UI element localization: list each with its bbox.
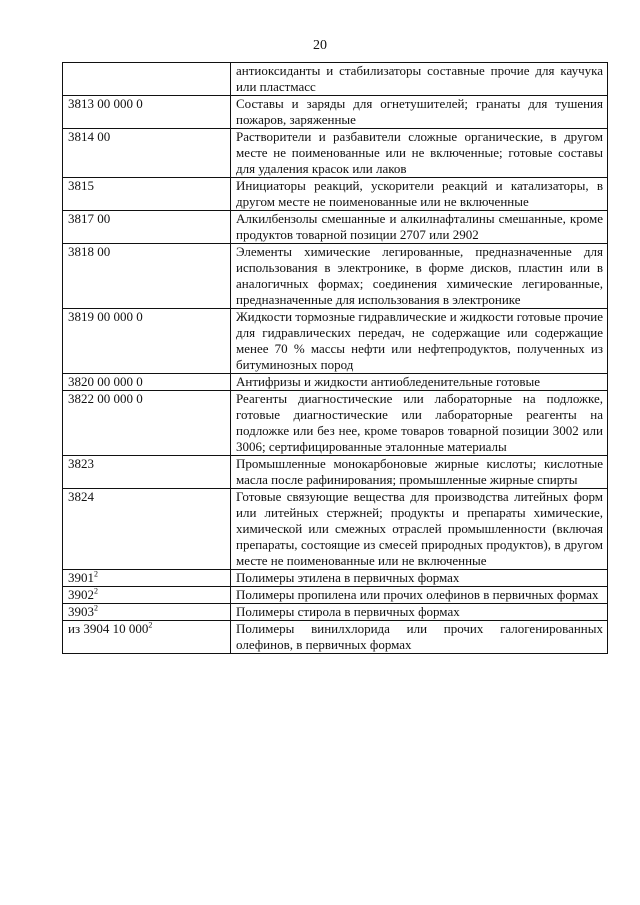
code-cell — [63, 96, 231, 129]
table-row — [63, 244, 608, 309]
code-cell — [63, 587, 231, 604]
table-row — [63, 211, 608, 244]
code-text: 3814 00 — [68, 129, 111, 144]
code-text: 3819 00 000 0 — [68, 309, 143, 324]
description-cell: Полимеры стирола в первичных формах — [231, 604, 608, 621]
code-text: 3822 00 000 0 — [68, 391, 143, 406]
description-cell: Реагенты диагностические или лабораторные на подложке, готовые диагностические или лабораторные реагенты на подложке или без нее, кроме товаров товарной позиции 3002 или 3006; сертифицированные эталонные материалы — [231, 391, 608, 456]
description-cell: Полимеры пропилена или прочих олефинов в первичных формах — [231, 587, 608, 604]
code-cell — [63, 604, 231, 621]
description-cell: Полимеры винилхлорида или прочих галогенированных олефинов, в первичных формах — [231, 621, 608, 654]
table-row — [63, 604, 608, 621]
table-row — [63, 621, 608, 654]
description-cell: Жидкости тормозные гидравлические и жидкости готовые прочие для гидравлических передач, не содержащие или содержащие менее 70 % массы нефти или нефтепродуктов, полученных из битуминозных пород — [231, 309, 608, 374]
description-cell: Алкилбензолы смешанные и алкилнафталины смешанные, кроме продуктов товарной позиции 2707 или 2902 — [231, 211, 608, 244]
table-row — [63, 96, 608, 129]
code-cell — [63, 570, 231, 587]
description-cell: Растворители и разбавители сложные органические, в другом месте не поименованные или не включенные; готовые составы для удаления красок или лаков — [231, 129, 608, 178]
description-cell: Полимеры этилена в первичных формах — [231, 570, 608, 587]
table-body — [63, 63, 608, 654]
code-text: 3820 00 000 0 — [68, 374, 143, 389]
footnote-mark: 2 — [148, 620, 153, 630]
table-row — [63, 489, 608, 570]
footnote-mark: 2 — [94, 603, 98, 613]
page-number: 20 — [313, 38, 327, 53]
code-text: 3813 00 000 0 — [68, 96, 143, 111]
code-cell — [63, 374, 231, 391]
code-text: 3815 — [68, 178, 94, 193]
description-cell: Составы и заряды для огнетушителей; гранаты для тушения пожаров, заряженные — [231, 96, 608, 129]
code-text: 3901 — [68, 570, 94, 585]
table-row — [63, 374, 608, 391]
description-cell: Элементы химические легированные, предназначенные для использования в электронике, в форме дисков, пластин или в аналогичных формах; соединения химические легированные, предназначенные для использования в электронике — [231, 244, 608, 309]
description-cell: антиоксиданты и стабилизаторы составные прочие для каучука или пластмасс — [231, 63, 608, 96]
description-cell: Готовые связующие вещества для производства литейных форм или литейных стержней; продукты и препараты химические, химической или смежных отраслей промышленности (включая препараты, состоящие из смесей природных продуктов), в другом месте не поименованные или не включенные — [231, 489, 608, 570]
code-text: 3824 — [68, 489, 94, 504]
code-cell — [63, 63, 231, 96]
footnote-mark: 2 — [94, 569, 98, 579]
code-cell — [63, 621, 231, 654]
table-row — [63, 391, 608, 456]
table-row — [63, 456, 608, 489]
table-row — [63, 570, 608, 587]
code-cell — [63, 456, 231, 489]
code-text: 3903 — [68, 604, 94, 619]
code-text: из 3904 10 000 — [68, 621, 149, 636]
table-row — [63, 309, 608, 374]
code-cell — [63, 391, 231, 456]
code-text: 3902 — [68, 587, 94, 602]
code-cell — [63, 211, 231, 244]
table-row — [63, 178, 608, 211]
table-row — [63, 129, 608, 178]
table-row — [63, 63, 608, 96]
footnote-mark: 2 — [94, 586, 98, 596]
description-cell: Промышленные монокарбоновые жирные кислоты; кислотные масла после рафинирования; промышленные жирные спирты — [231, 456, 608, 489]
code-cell — [63, 178, 231, 211]
code-cell — [63, 244, 231, 309]
description-cell: Антифризы и жидкости антиобледенительные готовые — [231, 374, 608, 391]
code-text: 3818 00 — [68, 244, 111, 259]
description-cell: Инициаторы реакций, ускорители реакций и катализаторы, в другом месте не поименованные или не включенные — [231, 178, 608, 211]
code-cell — [63, 489, 231, 570]
tariff-code-table — [62, 62, 608, 654]
code-text: 3823 — [68, 456, 94, 471]
table-row — [63, 587, 608, 604]
code-cell — [63, 129, 231, 178]
code-text: 3817 00 — [68, 211, 111, 226]
code-cell — [63, 309, 231, 374]
